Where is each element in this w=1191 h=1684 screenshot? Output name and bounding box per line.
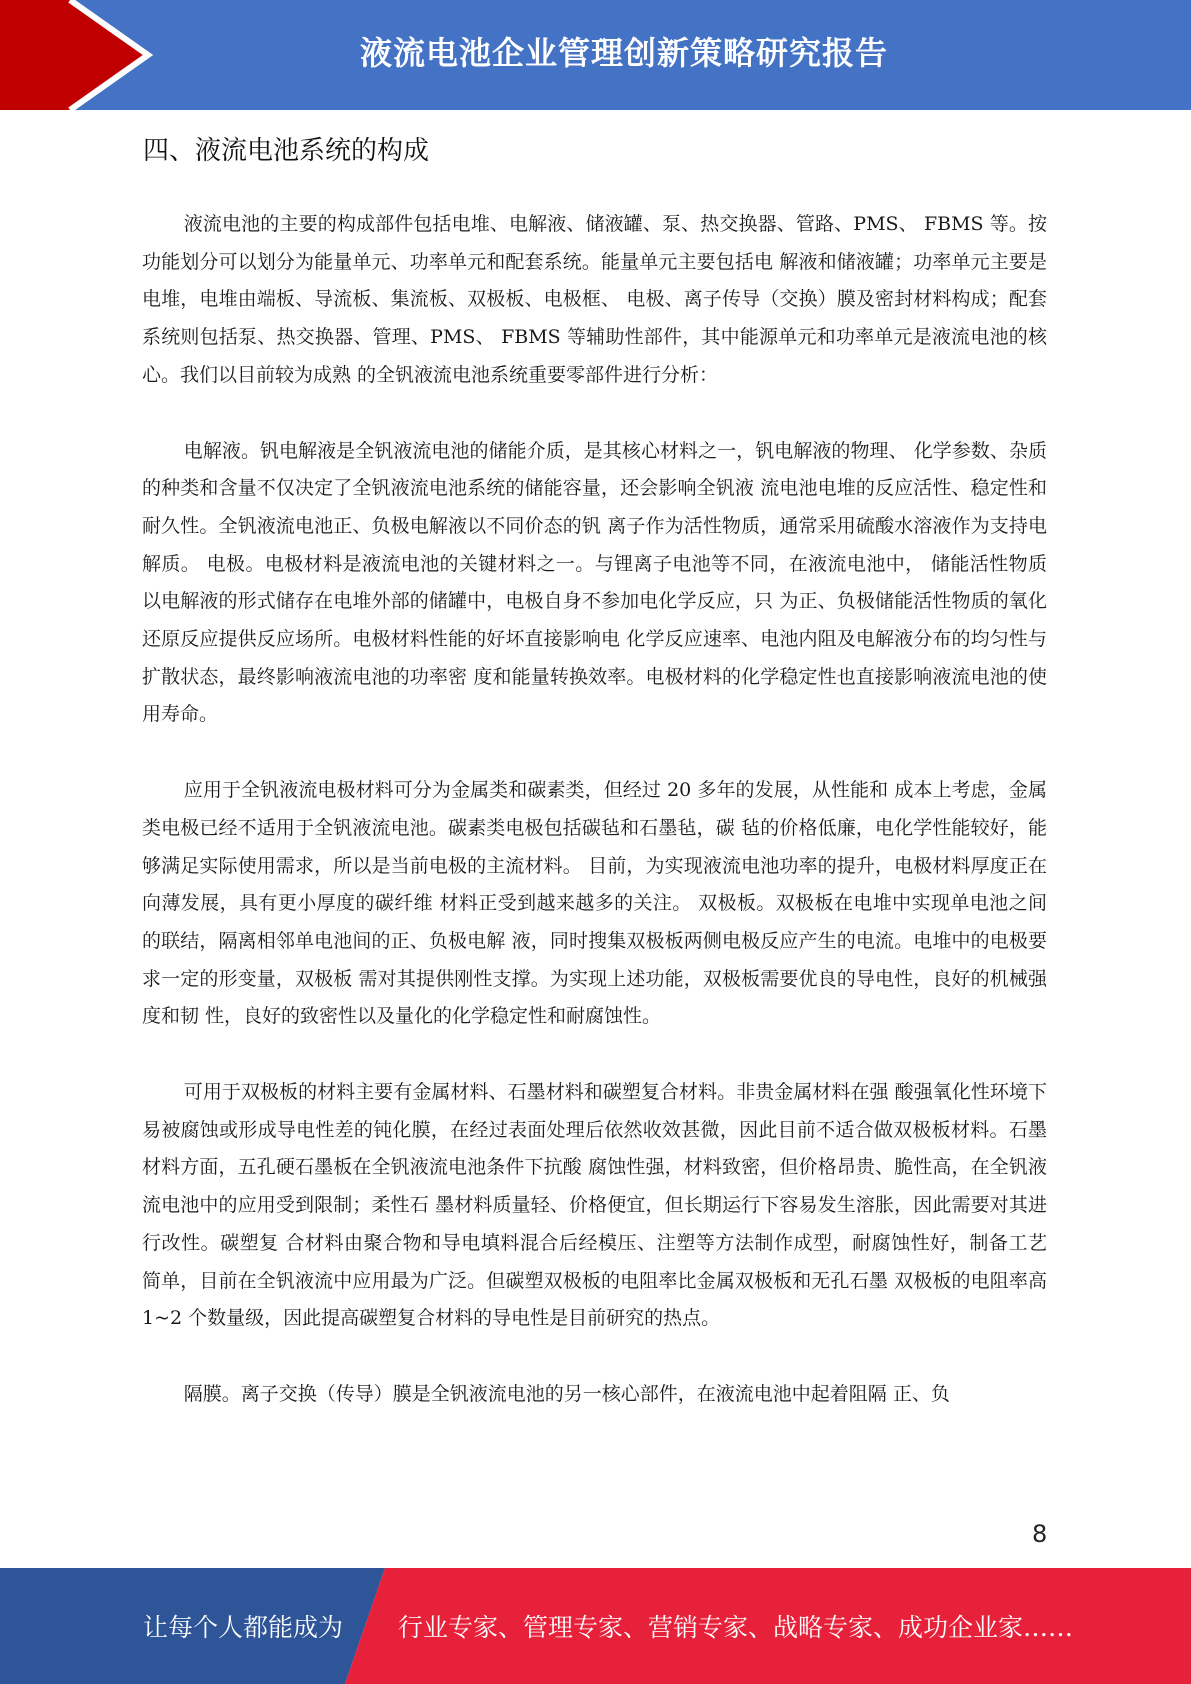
report-title: 液流电池企业管理创新策略研究报告 — [360, 34, 889, 72]
paragraph-electrolyte-electrode: 电解液。钒电解液是全钒液流电池的储能介质，是其核心材料之一，钒电解液的物理、 化学参数、杂质的种类和含量不仅决定了全钒液流电池系统的储能容量，还会影响全钒液 流电池电堆的反应活性、稳定性和耐久性。全钒液流电池正、负极电解液以不同价态的钒 离子作为活性物质，通常采用硫酸水溶液作为支持电解质。 电极。电极材料是液流电池的关键材料之一。与锂离子电池等不同，在液流电池中， 储能活性物质以电解液的形式储存在电堆外部的储罐中，电极自身不参加电化学反应，只 为正、负极储能活性物质的氧化还原反应提供反应场所。电极材料性能的好坏直接影响电 化学反应速率、电池内阻及电解液分布的均匀性与扩散状态，最终影响液流电池的功率密 度和能量转换效率。电极材料的化学稳定性也直接影响液流电池的使用寿命。 — [142, 439, 1047, 726]
paragraph-bipolar-plate-materials: 可用于双极板的材料主要有金属材料、石墨材料和碳塑复合材料。非贵金属材料在强 酸强氧化性环境下易被腐蚀或形成导电性差的钝化膜，在经过表面处理后依然收效甚微，因此目前不适合做双极板材料。石墨材料方面，五孔硬石墨板在全钒液流电池条件下抗酸 腐蚀性强，材料致密，但价格昂贵、脆性高，在全钒液流电池中的应用受到限制；柔性石 墨材料质量轻、价格便宜，但长期运行下容易发生溶胀，因此需要对其进行改性。碳塑复 合材料由聚合物和导电填料混合后经模压、注塑等方法制作成型，耐腐蚀性好，制备工艺 简单，目前在全钒液流中应用最为广泛。但碳塑双极板的电阻率比金属双极板和无孔石墨 双极板的电阻率高 1~2 个数量级，因此提高碳塑复合材料的导电性是目前研究的热点。 — [142, 1081, 1047, 1330]
page-number: 8 — [1032, 1520, 1048, 1548]
footer-slogan-left: 让每个人都能成为 — [143, 1613, 344, 1642]
paragraph-electrode-materials-bipolar-plate: 应用于全钒液流电极材料可分为金属类和碳素类，但经过 20 多年的发展，从性能和 成本上考虑，金属类电极已经不适用于全钒液流电池。碳素类电极包括碳毡和石墨毡，碳 毡的价格低廉，电化学性能较好，能够满足实际使用需求，所以是当前电极的主流材料。 目前，为实现液流电池功率的提升，电极材料厚度正在向薄发展，具有更小厚度的碳纤维 材料正受到越来越多的关注。 双极板。双极板在电堆中实现单电池之间的联结，隔离相邻单电池间的正、负极电解 液，同时搜集双极板两侧电极反应产生的电流。电堆中的电极要求一定的形变量，双极板 需对其提供刚性支撑。为实现上述功能，双极板需要优良的导电性，良好的机械强度和韧 性，良好的致密性以及量化的化学稳定性和耐腐蚀性。 — [142, 779, 1047, 1028]
body-text — [142, 206, 1047, 1452]
paragraph-membrane: 隔膜。离子交换（传导）膜是全钒液流电池的另一核心部件，在液流电池中起着阻隔 正、负 — [183, 1382, 950, 1405]
paragraph-composition: 液流电池的主要的构成部件包括电堆、电解液、储液罐、泵、热交换器、管路、PMS、 FBMS 等。按功能划分可以划分为能量单元、功率单元和配套系统。能量单元主要包括电 解液和储液罐；功率单元主要是电堆，电堆由端板、导流板、集流板、双极板、电极框、 电极、离子传导（交换）膜及密封材料构成；配套系统则包括泵、热交换器、管理、PMS、 FBMS 等辅助性部件，其中能源单元和功率单元是液流电池的核心。我们以目前较为成熟 的全钒液流电池系统重要零部件进行分析： — [142, 213, 1047, 386]
section-heading: 四、液流电池系统的构成 — [143, 136, 430, 166]
page-footer — [0, 1568, 1191, 1684]
page-header — [0, 0, 1191, 110]
footer-slogan-right: 行业专家、管理专家、营销专家、战略专家、成功企业家…… — [398, 1613, 1074, 1642]
